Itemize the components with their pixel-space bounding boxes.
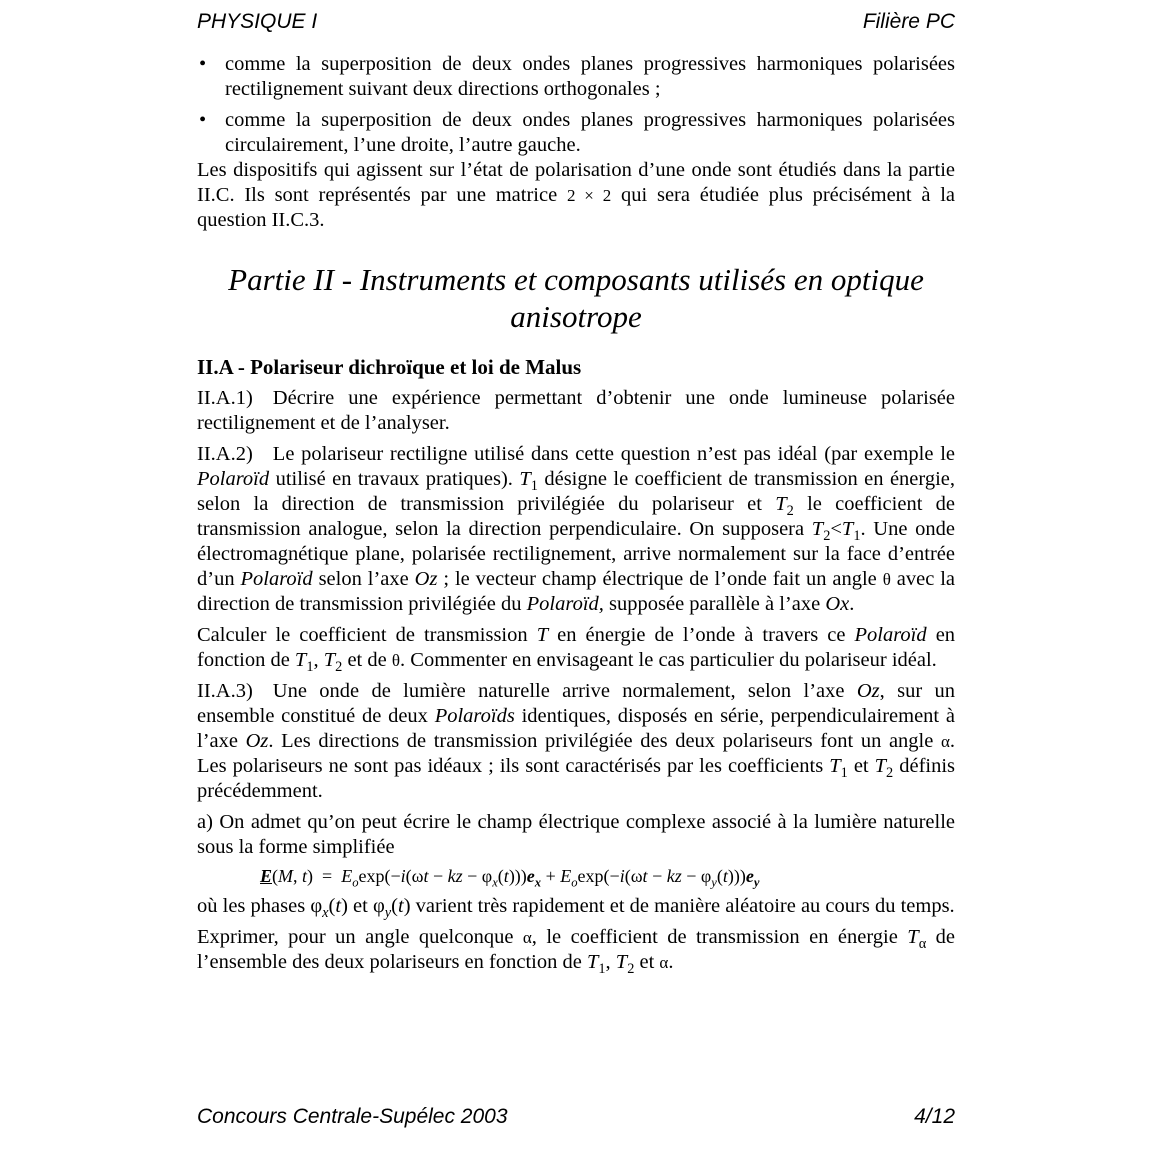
q2-text-6: selon l’axe — [318, 568, 409, 590]
var-T: T — [829, 755, 841, 777]
question-2a2 — [197, 442, 955, 617]
question-2a3a — [197, 810, 955, 860]
list-item — [197, 52, 955, 102]
header-subject: PHYSIQUE I — [197, 10, 318, 33]
var-T: T — [841, 518, 854, 540]
q2-text-3: désigne le coefficient de transmission en énergie, selon la direction de transmission privilégiée du polariseur et — [197, 468, 956, 515]
polaroid-term: Polaroïd — [854, 624, 927, 646]
task-b-text-3: de l’ensemble des deux polariseurs en fonction de — [197, 926, 956, 973]
bullet-text: comme la superposition de deux ondes planes progressives harmoniques polarisées circulairement, l’une droite, l’autre gauche. — [225, 109, 955, 156]
axis-Oz: Oz — [245, 730, 269, 752]
period: . — [849, 593, 855, 615]
polaroid-term: Polaroïd — [240, 568, 313, 590]
sub-2: 2 — [786, 503, 794, 520]
sub-question-label: a) — [197, 811, 213, 833]
sub-2: 2 — [886, 765, 894, 782]
q2-text-5: . Une onde électromagnétique plane, polarisée rectilignement, arrive normalement sur la face d’entrée d’un — [197, 518, 955, 590]
equation-render: E(M, $t) = E_o\exp(-i(\omega t$ − kz − $\varphi_x(t)))e_x + E_o\exp(-i(\omega t$ − kz − $\varphi_y(t)))e_y$ — [260, 866, 760, 890]
var-T: T — [586, 951, 599, 973]
task-text-4: et de — [347, 649, 387, 671]
var-T: T — [294, 649, 307, 671]
sub-2: 2 — [627, 961, 635, 978]
task-text-1: Calculer le coefficient de transmission — [197, 624, 528, 646]
var-alpha: α — [659, 953, 669, 972]
sub-1: 1 — [853, 528, 861, 545]
question-2a3 — [197, 679, 955, 804]
axis-Oz: Oz — [856, 680, 880, 702]
section-title: II.A - Polariseur dichroïque et loi de Malus — [197, 355, 582, 379]
task-text-5: . Commenter en envisageant le cas particulier du polariseur idéal. — [400, 649, 937, 671]
var-T: T — [775, 493, 787, 515]
intro-text: Les dispositifs qui agissent sur l’état de polarisation d’une onde sont étudiés dans la partie II.C. Ils sont représentés par une matrice — [197, 159, 955, 206]
task-text-2: en énergie de l’onde à travers ce — [557, 624, 846, 646]
question-2a1 — [197, 386, 955, 436]
phi-y: $\varphi_y(t)$ — [372, 895, 411, 922]
task-text-3: en fonction de — [197, 624, 956, 671]
question-2a3-task: Exprimer, pour un angle quelconque α, le coefficient de transmission en énergie $T_\alpha$ de l’ensemble des deux polariseurs en fonction de $T_1$, $T_2$ et α. — [197, 926, 956, 978]
footer-contest: Concours Centrale-Supélec 2003 — [197, 1105, 508, 1128]
q2-text-7: ; le vecteur champ électrique de l’onde fait un angle — [443, 568, 877, 590]
bullet-list — [197, 52, 955, 158]
question-number: II.A.1) — [197, 387, 253, 409]
sub-2: 2 — [823, 528, 831, 545]
q3-text-2: , sur un ensemble constitué de deux — [197, 680, 955, 727]
polaroids-term: Polaroïds — [434, 705, 515, 727]
list-item — [197, 108, 955, 158]
and-word: et — [353, 895, 368, 917]
task-b-text-1: Exprimer, pour un angle quelconque — [197, 926, 514, 948]
var-T: T — [811, 518, 824, 540]
sub-1: 1 — [530, 478, 538, 495]
var-T: T — [907, 926, 919, 948]
phases-text-2: varient très rapidement et de manière aléatoire au cours du temps. — [415, 895, 955, 917]
phi-x: $\varphi_x(t)$ — [310, 895, 348, 922]
q2-text-4: le coefficient de transmission analogue, selon la direction perpendiculaire. On supposera — [197, 493, 955, 540]
intro-paragraph — [197, 158, 955, 233]
sub-1: 1 — [840, 765, 848, 782]
intro-text-end: qui sera étudiée plus précisément à la question II.C.3. — [197, 184, 956, 231]
q2-text-8: avec la direction de transmission privilégiée du — [197, 568, 956, 615]
q2-text-1: Le polariseur rectiligne utilisé dans cette question n’est pas idéal (par exemple le — [272, 443, 955, 465]
less-than: < — [830, 518, 842, 540]
q3a-text-1: On admet qu’on peut écrire le champ électrique complexe associé à la lumière naturelle sous la forme simplifiée — [197, 811, 955, 858]
bullet-icon: • — [199, 109, 207, 131]
var-T: T — [874, 755, 887, 777]
var-T: T — [519, 468, 531, 490]
q3-text-3: identiques, disposés en série, perpendiculairement à l’axe — [197, 705, 955, 752]
polaroid-term: Polaroïd — [197, 468, 270, 490]
bullet-icon: • — [199, 53, 207, 75]
q3-text-6: définis précédemment. — [197, 755, 956, 802]
sub-1: 1 — [306, 659, 314, 676]
sub-1: 1 — [598, 961, 606, 978]
sub-2: 2 — [335, 659, 343, 676]
var-T: T — [323, 649, 336, 671]
page-content — [197, 52, 956, 978]
question-2a2-task: Calculer le coefficient de transmission T en énergie de l’onde à travers ce Polaroïd en fonction de $T_1$, $T_2$ et de θ. Commenter en envisageant le cas particulier du polariseur idéal. — [197, 624, 956, 676]
axis-Ox: Ox — [825, 593, 850, 615]
and-word: et — [639, 951, 655, 973]
q3-text-4: . Les directions de transmission privilégiée des deux polariseurs font un angle — [268, 730, 934, 752]
var-alpha: α — [940, 732, 950, 751]
footer-page-number: 4/12 — [914, 1105, 955, 1128]
q2-text-9: supposée parallèle à l’axe — [609, 593, 821, 615]
matrix-size: 2 × 2 — [566, 186, 612, 205]
sub-alpha: α — [918, 936, 927, 953]
var-T: T — [536, 624, 549, 646]
var-theta: θ — [882, 570, 891, 589]
question-number: II.A.2) — [197, 443, 253, 465]
and-word: et — [853, 755, 869, 777]
q2-text-2: utilisé en travaux pratiques). — [275, 468, 513, 490]
header-track: Filière PC — [862, 10, 955, 33]
var-alpha: α — [522, 928, 532, 947]
task-b-text-2: , le coefficient de transmission en énergie — [531, 926, 898, 948]
axis-Oz: Oz — [414, 568, 438, 590]
var-T: T — [615, 951, 628, 973]
question-number: II.A.3) — [197, 680, 253, 702]
q3-text-1: Une onde de lumière naturelle arrive normalement, selon l’axe — [272, 680, 845, 702]
q3-text-5: . Les polariseurs ne sont pas idéaux ; ils sont caractérisés par les coefficients — [197, 730, 955, 777]
electric-field-equation — [260, 864, 955, 888]
polaroid-term: Polaroïd, — [526, 593, 604, 615]
question-text: Décrire une expérience permettant d’obtenir une onde lumineuse polarisée rectilignement et de l’analyser. — [197, 387, 955, 434]
phases-paragraph — [197, 894, 955, 922]
var-theta: θ — [391, 651, 401, 670]
bullet-text: comme la superposition de deux ondes planes progressives harmoniques polarisées rectilignement suivant deux directions orthogonales ; — [225, 53, 955, 100]
period: . — [668, 951, 674, 973]
part-title: Partie II - Instruments et composants utilisés en optique anisotrope — [228, 262, 924, 334]
phases-text-1: où les phases — [197, 895, 306, 917]
